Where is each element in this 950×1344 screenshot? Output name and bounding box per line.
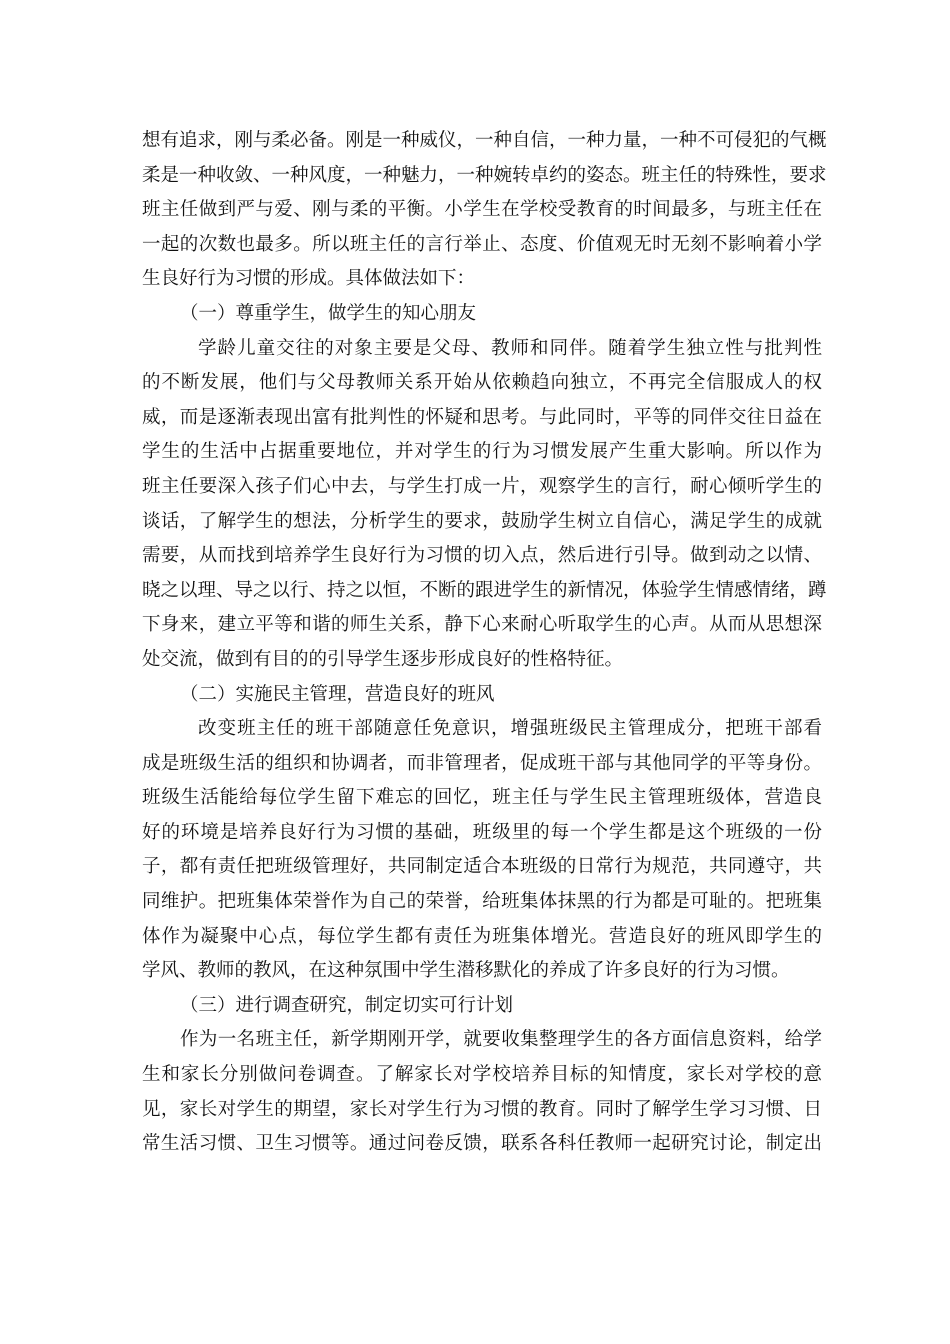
text-line: 常生活习惯、卫生习惯等。通过问卷反馈，联系各科任教师一起研究讨论，制定出 — [142, 1133, 822, 1155]
text-line: 班主任做到严与爱、刚与柔的平衡。小学生在学校受教育的时间最多，与班主任在 — [142, 199, 822, 221]
text-line: 学龄儿童交往的对象主要是父母、教师和同伴。随着学生独立性与批判性 — [198, 337, 822, 359]
text-line: 改变班主任的班干部随意任免意识，增强班级民主管理成分，把班干部看 — [198, 718, 822, 740]
text-line: 生和家长分别做问卷调查。了解家长对学校培养目标的知情度，家长对学校的意 — [142, 1064, 822, 1086]
document-page — [142, 124, 827, 1162]
text-line: 班级生活能给每位学生留下难忘的回忆，班主任与学生民主管理班级体，营造良 — [142, 787, 822, 809]
text-line: 晓之以理、导之以行、持之以恒，不断的跟进学生的新情况，体验学生情感情绪，蹲 — [142, 579, 827, 601]
text-line: 作为一名班主任，新学期刚开学，就要收集整理学生的各方面信息资料，给学 — [180, 1029, 822, 1051]
text-line: 生良好行为习惯的形成。具体做法如下： — [142, 268, 476, 290]
paragraph-section-2 — [142, 712, 822, 989]
text-line: 需要，从而找到培养学生良好行为习惯的切入点，然后进行引导。做到动之以情、 — [142, 545, 822, 567]
text-line: 子，都有责任把班级管理好，共同制定适合本班级的日常行为规范，共同遵守，共 — [142, 856, 822, 878]
text-line: 学风、教师的教风，在这种氛围中学生潜移默化的养成了许多良好的行为习惯。 — [142, 960, 790, 982]
text-line: 见，家长对学生的期望，家长对学生行为习惯的教育。同时了解学生学习习惯、日 — [142, 1098, 822, 1120]
text-line: 的不断发展，他们与父母教师关系开始从依赖趋向独立，不再完全信服成人的权 — [142, 372, 822, 394]
text-line: 班主任要深入孩子们心中去，与学生打成一片，观察学生的言行，耐心倾听学生的 — [142, 475, 822, 497]
section-heading-3: （三）进行调查研究，制定切实可行计划 — [180, 994, 514, 1016]
text-line: 一起的次数也最多。所以班主任的言行举止、态度、价值观无时无刻不影响着小学 — [142, 233, 822, 255]
text-line: 谈话，了解学生的想法，分析学生的要求，鼓励学生树立自信心，满足学生的成就 — [142, 510, 822, 532]
text-line: 威，而是逐渐表现出富有批判性的怀疑和思考。与此同时，平等的同伴交往日益在 — [142, 406, 822, 428]
section-heading-2: （二）实施民主管理，营造良好的班风 — [180, 683, 495, 705]
text-line: 想有追求，刚与柔必备。刚是一种威仪，一种自信，一种力量，一种不可侵犯的气概 — [142, 130, 827, 151]
text-line: 同维护。把班集体荣誉作为自己的荣誉，给班集体抹黑的行为都是可耻的。把班集 — [142, 891, 822, 913]
text-line: 成是班级生活的组织和协调者，而非管理者，促成班干部与其他同学的平等身份。 — [142, 752, 822, 774]
text-line: 体作为凝聚中心点，每位学生都有责任为班集体增光。营造良好的班风即学生的 — [142, 925, 822, 947]
text-line: 学生的生活中占据重要地位，并对学生的行为习惯发展产生重大影响。所以作为 — [142, 441, 822, 463]
text-line: 下身来，建立平等和谐的师生关系，静下心来耐心听取学生的心声。从而从思想深 — [142, 614, 822, 636]
paragraph-section-3 — [142, 1023, 822, 1161]
text-line: 好的环境是培养良好行为习惯的基础，班级里的每一个学生都是这个班级的一份 — [142, 821, 822, 843]
paragraph-section-1 — [142, 332, 827, 678]
paragraph-intro — [142, 124, 827, 297]
text-line: 处交流，做到有目的的引导学生逐步形成良好的性格特征。 — [142, 648, 624, 670]
section-heading-1: （一）尊重学生，做学生的知心朋友 — [180, 302, 477, 324]
text-line: 柔是一种收敛、一种风度，一种魅力，一种婉转卓约的姿态。班主任的特殊性，要求 — [142, 164, 827, 186]
